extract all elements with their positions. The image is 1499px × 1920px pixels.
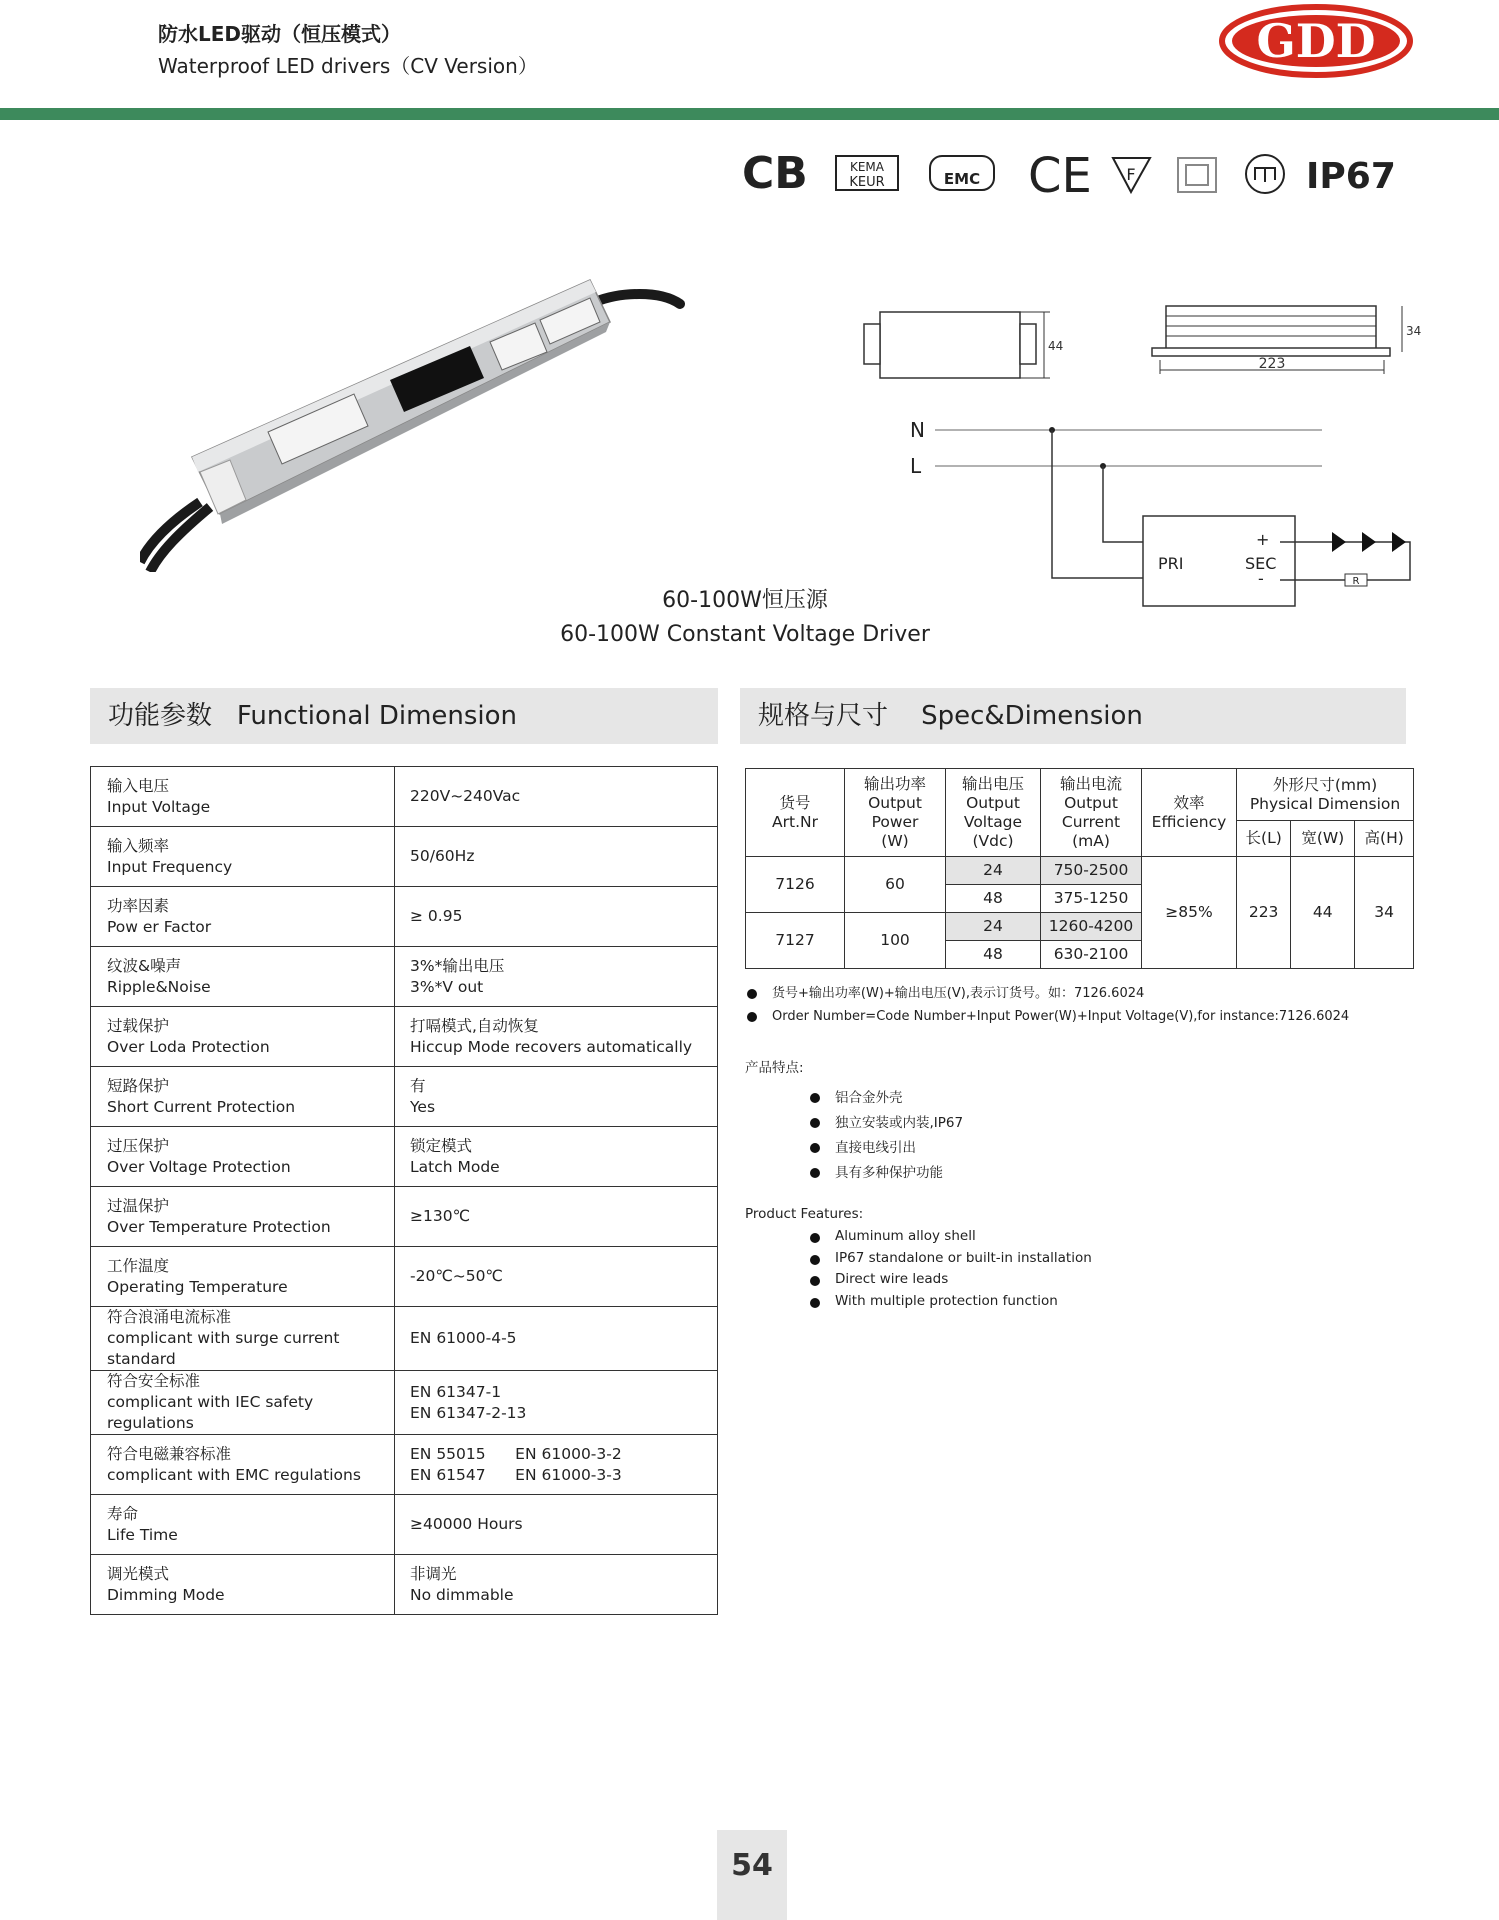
kema-keur-mark: [836, 156, 898, 190]
svg-text:EMC: EMC: [943, 170, 981, 188]
dim-width: 44: [1048, 339, 1064, 353]
param-name: [91, 1495, 395, 1555]
functional-row: [91, 1435, 718, 1495]
param-name-en: Over Voltage Protection: [107, 1157, 291, 1176]
param-value-line: Hiccup Mode recovers automatically: [410, 1037, 693, 1056]
param-value-line: EN 61547 EN 61000-3-3: [410, 1465, 622, 1484]
functional-row: [91, 1307, 718, 1371]
feature-item: Aluminum alloy shell: [808, 1226, 1092, 1248]
param-name: [91, 827, 395, 887]
param-name-en: Over Loda Protection: [107, 1037, 270, 1056]
header-h: 高(H): [1355, 821, 1414, 857]
spec-heading-cn: 规格与尺寸: [758, 701, 889, 731]
param-name: [91, 1307, 395, 1371]
functional-row: [91, 827, 718, 887]
param-name-cn: 过压保护: [107, 1136, 170, 1155]
wire-l-label: L: [910, 454, 922, 478]
param-name: [91, 1555, 395, 1615]
header-voltage: 输出电压 Output Voltage (Vdc): [946, 769, 1041, 857]
param-value-line: 打嗝模式,自动恢复: [410, 1016, 539, 1035]
header-current: 输出电流 Output Current (mA): [1041, 769, 1142, 857]
param-name: [91, 1007, 395, 1067]
functional-row: [91, 1127, 718, 1187]
param-value: [395, 1247, 718, 1307]
param-name-cn: 过载保护: [107, 1016, 170, 1035]
param-value-line: EN 55015 EN 61000-3-2: [410, 1444, 622, 1463]
double-insulation-mark: [1178, 158, 1216, 192]
header-efficiency: 效率 Efficiency: [1142, 769, 1237, 857]
feature-item: 铝合金外壳: [808, 1086, 963, 1111]
param-value-line: 有: [410, 1076, 426, 1095]
param-value-line: 3%*V out: [410, 977, 484, 996]
param-name-cn: 输入频率: [107, 836, 170, 855]
spec-heading-en: Spec&Dimension: [921, 701, 1143, 731]
feature-item: 直接电线引出: [808, 1136, 963, 1161]
param-name: [91, 947, 395, 1007]
note-en: Order Number=Code Number+Input Power(W)+Input Voltage(V),for instance:7126.6024: [745, 1005, 1349, 1028]
feature-item: 具有多种保护功能: [808, 1161, 963, 1186]
param-name-en: Input Voltage: [107, 797, 211, 816]
param-value-line: 220V~240Vac: [410, 787, 521, 805]
page-title-en: Waterproof LED drivers（CV Version）: [158, 54, 538, 78]
wire-n-label: N: [910, 418, 925, 442]
cb-mark: CB: [742, 148, 808, 198]
param-value-line: -20℃~50℃: [410, 1267, 503, 1285]
gdd-logo: [1218, 4, 1414, 78]
param-value: [395, 887, 718, 947]
functional-row: [91, 1555, 718, 1615]
param-name-cn: 工作温度: [107, 1256, 170, 1275]
param-value-line: 非调光: [410, 1564, 457, 1583]
param-value-line: ≥40000 Hours: [410, 1515, 523, 1533]
param-value-line: 3%*输出电压: [410, 956, 505, 975]
dimension-drawing: [850, 300, 1440, 380]
plus-label: +: [1256, 530, 1270, 549]
functional-row: [91, 887, 718, 947]
param-name-en: Dimming Mode: [107, 1585, 225, 1604]
f-mark: [1113, 158, 1150, 192]
row-voltage: 48: [946, 885, 1041, 913]
feature-item: IP67 standalone or built-in installation: [808, 1248, 1092, 1270]
row-voltage: 48: [946, 941, 1041, 969]
efficiency-cell: ≥85%: [1142, 857, 1237, 969]
functional-row: [91, 1007, 718, 1067]
features-en: [745, 1206, 1092, 1312]
ce-mark: CE: [1028, 148, 1092, 198]
param-value: [395, 767, 718, 827]
param-name-en: Ripple&Noise: [107, 977, 211, 996]
header-power: 输出功率 Output Power (W): [845, 769, 946, 857]
page-number: 54: [717, 1830, 787, 1920]
functional-row: [91, 1371, 718, 1435]
sec-label: SEC: [1245, 554, 1277, 573]
param-name: [91, 767, 395, 827]
param-value: [395, 1435, 718, 1495]
functional-row: [91, 1247, 718, 1307]
minus-label: -: [1258, 569, 1264, 588]
caption-en: 60-100W Constant Voltage Driver: [560, 622, 930, 647]
pse-mark: [1246, 155, 1284, 193]
param-name-cn: 短路保护: [107, 1076, 170, 1095]
param-name-en: Operating Temperature: [107, 1277, 288, 1296]
row-power: 100: [845, 913, 946, 969]
row-art: 7127: [746, 913, 845, 969]
param-value-line: ≥ 0.95: [410, 907, 463, 925]
caption-cn: 60-100W恒压源: [662, 588, 828, 613]
functional-row: [91, 767, 718, 827]
param-name-cn: 符合安全标准: [107, 1372, 201, 1390]
ip67-mark: IP67: [1306, 156, 1396, 197]
row-current: 750-2500: [1041, 857, 1142, 885]
length-cell: 223: [1237, 857, 1291, 969]
functional-row: [91, 947, 718, 1007]
param-value: [395, 1495, 718, 1555]
functional-table: [90, 766, 718, 1615]
header-l: 长(L): [1237, 821, 1291, 857]
functional-row: [91, 1187, 718, 1247]
param-value-line: Yes: [410, 1097, 436, 1116]
param-value-line: EN 61347-2-13: [410, 1403, 527, 1422]
page-title-cn: 防水LED驱动（恒压模式）: [158, 22, 402, 46]
param-value-line: 50/60Hz: [410, 847, 475, 865]
wiring-diagram: [900, 410, 1420, 620]
header-art: 货号 Art.Nr: [746, 769, 845, 857]
resistor-label: R: [1352, 576, 1360, 587]
header-dimension: 外形尺寸(mm) Physical Dimension: [1237, 769, 1414, 821]
svg-text:KEMA: KEMA: [849, 160, 885, 174]
param-name: [91, 1127, 395, 1187]
param-name-en: Life Time: [107, 1525, 178, 1544]
param-name-cn: 寿命: [107, 1504, 139, 1523]
param-value: [395, 1307, 718, 1371]
param-name-cn: 符合浪涌电流标准: [107, 1308, 232, 1326]
param-value-line: No dimmable: [410, 1585, 514, 1604]
param-name-cn: 调光模式: [107, 1564, 170, 1583]
param-value-line: EN 61347-1: [410, 1382, 502, 1401]
row-voltage: 24: [946, 857, 1041, 885]
features-cn-title: 产品特点:: [745, 1060, 804, 1076]
param-value: [395, 1127, 718, 1187]
header-divider: [0, 108, 1499, 120]
functional-row: [91, 1067, 718, 1127]
param-value-line: Latch Mode: [410, 1157, 500, 1176]
spec-notes: [745, 982, 1349, 1028]
logo-text: GDD: [1256, 14, 1376, 68]
features-cn: [745, 1056, 963, 1186]
param-name-en: Input Frequency: [107, 857, 233, 876]
row-power: 60: [845, 857, 946, 913]
param-value: [395, 1007, 718, 1067]
param-value: [395, 827, 718, 887]
param-name-cn: 过温保护: [107, 1196, 170, 1215]
param-name-cn: 纹波&噪声: [107, 956, 182, 975]
dim-length: 223: [1258, 356, 1286, 372]
param-name-en: complicant with IEC safety regulations: [107, 1393, 314, 1432]
spec-table: [745, 768, 1414, 969]
feature-item: Direct wire leads: [808, 1269, 1092, 1291]
param-name-en: Pow er Factor: [107, 917, 212, 936]
width-cell: 44: [1291, 857, 1355, 969]
functional-heading-en: Functional Dimension: [236, 701, 518, 731]
row-art: 7126: [746, 857, 845, 913]
param-name-en: Short Current Protection: [107, 1097, 296, 1116]
param-value: [395, 947, 718, 1007]
row-current: 1260-4200: [1041, 913, 1142, 941]
feature-item: 独立安装或内装,IP67: [808, 1111, 963, 1136]
svg-text:F: F: [1126, 165, 1136, 184]
pri-label: PRI: [1158, 554, 1184, 573]
dim-height: 34: [1406, 324, 1422, 338]
param-name: [91, 1371, 395, 1435]
row-voltage: 24: [946, 913, 1041, 941]
param-value: [395, 1067, 718, 1127]
param-name-cn: 输入电压: [107, 776, 170, 795]
param-name-en: Over Temperature Protection: [107, 1217, 331, 1236]
param-name: [91, 1187, 395, 1247]
param-name: [91, 1247, 395, 1307]
param-name-en: complicant with surge current standard: [107, 1329, 340, 1368]
svg-text:KEUR: KEUR: [849, 175, 885, 190]
param-name-cn: 符合电磁兼容标准: [107, 1444, 232, 1463]
header-w: 宽(W): [1291, 821, 1355, 857]
note-cn: 货号+输出功率(W)+输出电压(V),表示订货号。如：7126.6024: [745, 982, 1349, 1005]
feature-item: With multiple protection function: [808, 1291, 1092, 1313]
spec-heading: [740, 688, 1406, 744]
param-value: [395, 1371, 718, 1435]
height-cell: 34: [1355, 857, 1414, 969]
kema-emc-mark: [930, 156, 994, 190]
param-name: [91, 1067, 395, 1127]
row-current: 630-2100: [1041, 941, 1142, 969]
param-value-line: 锁定模式: [410, 1136, 473, 1155]
param-name-cn: 功率因素: [107, 896, 170, 915]
row-current: 375-1250: [1041, 885, 1142, 913]
functional-row: [91, 1495, 718, 1555]
features-en-title: Product Features:: [745, 1206, 864, 1222]
param-value-line: ≥130℃: [410, 1207, 470, 1225]
certification-marks: [740, 148, 1420, 198]
param-value: [395, 1187, 718, 1247]
functional-heading-cn: 功能参数: [108, 701, 213, 731]
product-photo: [140, 262, 700, 572]
param-name-en: complicant with EMC regulations: [107, 1465, 361, 1484]
param-name: [91, 887, 395, 947]
functional-heading: [90, 688, 718, 744]
param-name: [91, 1435, 395, 1495]
param-value: [395, 1555, 718, 1615]
param-value-line: EN 61000-4-5: [410, 1329, 517, 1347]
